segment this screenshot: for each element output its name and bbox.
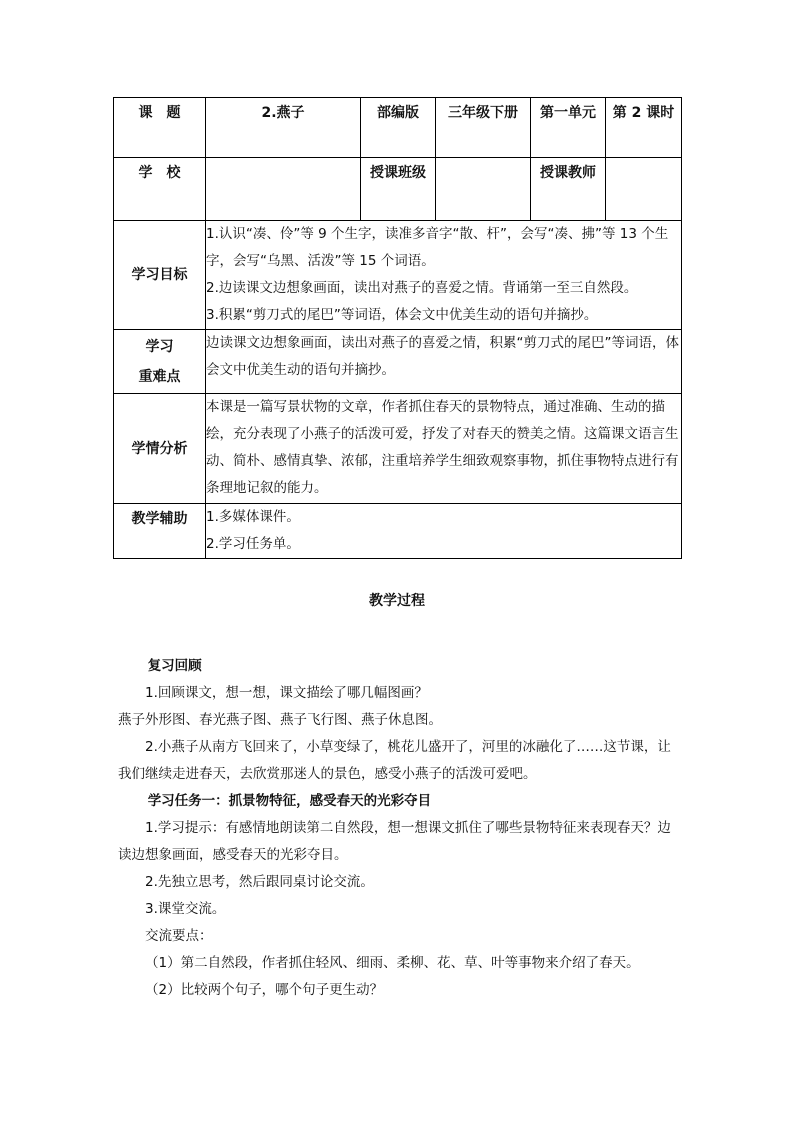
table-row-analysis (114, 394, 682, 504)
edition-value: 部编版 (361, 98, 436, 158)
goal-item: 1.认识“凑、伶”等 9 个生字，读准多音字“散、杆”，会写“凑、拂”等 13 个生字，会写“乌黑、活泼”等 15 个词语。 (206, 226, 669, 269)
task1-paragraph: （2）比较两个句子，哪个句子更生动？ (145, 982, 384, 998)
teacher-label: 授课教师 (531, 158, 606, 221)
class-value (436, 158, 531, 221)
key-points-label-line2: 重难点 (138, 368, 181, 385)
section-title: 教学过程 (369, 593, 425, 609)
task1-paragraph: 1.学习提示：有感情地朗读第二自然段，想一想课文抓住了哪些景物特征来表现春天？边读边想象画面，感受春天的光彩夺目。 (118, 820, 671, 863)
analysis-label: 学情分析 (114, 394, 206, 504)
table-row-aids (114, 504, 682, 559)
key-points-text: 边读课文边想象画面，读出对燕子的喜爱之情，积累“剪刀式的尾巴”等词语，体会文中优美生动的语句并摘抄。 (206, 335, 679, 378)
task1-heading: 学习任务一：抓景物特征，感受春天的光彩夺目 (147, 793, 432, 809)
task1-paragraph: 3.课堂交流。 (145, 901, 226, 917)
goals-content (206, 221, 682, 330)
table-row-goals (114, 221, 682, 330)
analysis-content (206, 394, 682, 504)
course-title: 2.燕子 (206, 98, 361, 158)
review-question-1: 1.回顾课文，想一想，课文描绘了哪几幅图画？ (145, 685, 428, 701)
unit-value: 第一单元 (531, 98, 606, 158)
aids-label: 教学辅助 (114, 504, 206, 559)
aid-item: 1.多媒体课件。 (206, 509, 300, 525)
key-points-content (206, 330, 682, 394)
key-points-label (114, 330, 206, 394)
course-label: 课 题 (114, 98, 206, 158)
table-row-course (114, 98, 682, 158)
review-answer-1: 燕子外形图、春光燕子图、燕子飞行图、燕子休息图。 (118, 712, 442, 728)
teaching-process (118, 653, 683, 1004)
task1-paragraph: 2.先独立思考，然后跟同桌讨论交流。 (145, 874, 374, 890)
school-label: 学 校 (114, 158, 206, 221)
lesson-info-table (113, 97, 682, 559)
class-label: 授课班级 (361, 158, 436, 221)
key-points-label-line1: 学习 (145, 338, 174, 355)
task1-paragraph: （1）第二自然段，作者抓住轻风、细雨、柔柳、花、草、叶等事物来介绍了春天。 (145, 955, 640, 971)
review-question-2: 2.小燕子从南方飞回来了，小草变绿了，桃花儿盛开了，河里的冰融化了……这节课，让我们继续走进春天，去欣赏那迷人的景色，感受小燕子的活泼可爱吧。 (118, 739, 671, 782)
review-heading: 复习回顾 (147, 658, 202, 674)
aid-item: 2.学习任务单。 (206, 536, 300, 552)
analysis-text: 本课是一篇写景状物的文章，作者抓住春天的景物特点，通过准确、生动的描绘，充分表现了小燕子的活泼可爱，抒发了对春天的赞美之情。这篇课文语言生动、简朴、感情真挚、浓郁，注重培养学生细致观察事物，抓住事物特点进行有条理地记叙的能力。 (206, 399, 679, 496)
goals-label: 学习目标 (114, 221, 206, 330)
goal-item: 2.边读课文边想象画面，读出对燕子的喜爱之情。背诵第一至三自然段。 (206, 280, 638, 296)
teacher-value (606, 158, 682, 221)
school-value (206, 158, 361, 221)
table-row-school (114, 158, 682, 221)
table-row-key-points (114, 330, 682, 394)
task1-paragraph: 交流要点： (145, 928, 213, 944)
period-value: 第 2 课时 (606, 98, 682, 158)
grade-value: 三年级下册 (436, 98, 531, 158)
goal-item: 3.积累“剪刀式的尾巴”等词语，体会文中优美生动的语句并摘抄。 (206, 307, 598, 323)
aids-content (206, 504, 682, 559)
